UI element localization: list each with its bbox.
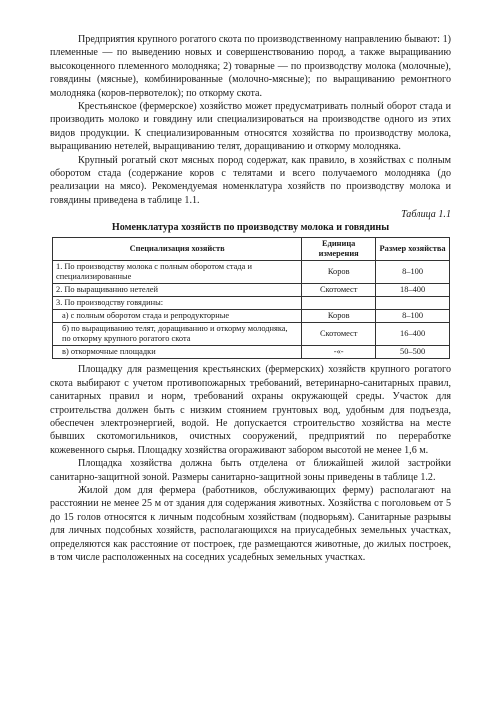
table-cell-specialization: 1. По производству молока с полным оборотом стада и специализированные [53,261,302,284]
table-cell-size [376,297,450,310]
table-cell-size: 8–100 [376,261,450,284]
table-cell-unit [302,297,376,310]
table-cell-size: 8–100 [376,310,450,323]
paragraph-farm-turnover: Крестьянское (фермерское) хозяйство может предусматривать полный оборот стада и производить молоко и говядину или специализироваться на производстве одного из этих видов продукции. К специализированным относятся хозяйства по производству молока, выращиванию нетелей, выращиванию телят, доращиванию и откорму молодняка. [50,101,451,153]
paragraph-sanitary-zone: Площадка хозяйства должна быть отделена от ближайшей жилой застройки санитарно-защитной зоной. Размеры санитарно-защитной зоны приведены в таблице 1.2. [50,458,451,483]
table-row [53,323,450,346]
table-cell-unit: Скотомест [302,323,376,346]
table-row [53,297,450,310]
table-header-row [53,238,450,261]
paragraph-site-selection: Площадку для размещения крестьянских (фермерских) хозяйств крупного рогатого скота выбирают с учетом противопожарных требований, ветеринарно-санитарных правил, санитарных правил и норм, требований охраны окружающей среды. Участок для строительства должен быть с низким стоянием грунтовых вод, удобным для подъезда, обеспечен электроэнергией, водой. Не допускается строительство хозяйства на месте бывших скотомогильников, очистных сооружений, предприятий по переработке кожевенного сырья. Площадку хозяйства огораживают забором высотой не менее 1,6 м. [50,364,451,456]
table-title: Номенклатура хозяйств по производству молока и говядины [111,222,390,234]
table-cell-size: 50–500 [376,346,450,359]
paragraph-livestock-types: Предприятия крупного рогатого скота по производственному направлению бывают: 1) племенные — по выведению новых и совершенствованию пород, а также выращиванию высокоценного племенного молодняка; 2) товарные — по производству молока (молочные), говядины (мясные), комбинированные (молочно-мясные); по выращиванию ремонтного молодняка (коров-первотелок); по откорму скота. [50,34,451,99]
table-row [53,284,450,297]
table-cell-specialization: в) откормочные площадки [53,346,302,359]
table-label: Таблица 1.1 [401,209,451,221]
table-cell-specialization: 2. По выращиванию нетелей [53,284,302,297]
table-row [53,346,450,359]
header-size: Размер хозяйства [376,238,450,261]
document-page [50,33,451,564]
table-cell-unit: Коров [302,310,376,323]
paragraph-farmer-house: Жилой дом для фермера (работников, обслуживающих ферму) располагают на расстоянии не менее 25 м от здания для содержания животных. Хозяйства с поголовьем от 5 до 15 голов относятся к личным подсобным хозяйствам (подворьям). Санитарные разрывы для личных подсобных хозяйств, располагающихся на приусадебных земельных участках, определяются как расстояние от построек, где размещаются животные, до жилых построек, в том числе расположенных на соседних усадебных земельных участках. [50,484,451,563]
paragraph-beef-breeds: Крупный рогатый скот мясных пород содержат, как правило, в хозяйствах с полным оборотом стада (содержание коров с телятами и всего получаемого молодняка (до реализации на мясо). Рекомендуемая номенклатура хозяйств по производству молока и говядины приведена в таблице 1.1. [50,154,451,206]
table-cell-specialization: а) с полным оборотом стада и репродукторные [53,310,302,323]
table-cell-unit: Коров [302,261,376,284]
header-unit: Единица измерения [302,238,376,261]
nomenclature-table [52,237,450,359]
table-cell-unit: -«- [302,346,376,359]
table-cell-specialization: б) по выращиванию телят, доращиванию и откорму молодняка, по откорму крупного рогатого скота [53,323,302,346]
table-row [53,310,450,323]
table-cell-specialization: 3. По производству говядины: [53,297,302,310]
table-row [53,261,450,284]
table-cell-size: 16–400 [376,323,450,346]
table-cell-size: 18–400 [376,284,450,297]
header-specialization: Специализация хозяйств [53,238,302,261]
table-cell-unit: Скотомест [302,284,376,297]
